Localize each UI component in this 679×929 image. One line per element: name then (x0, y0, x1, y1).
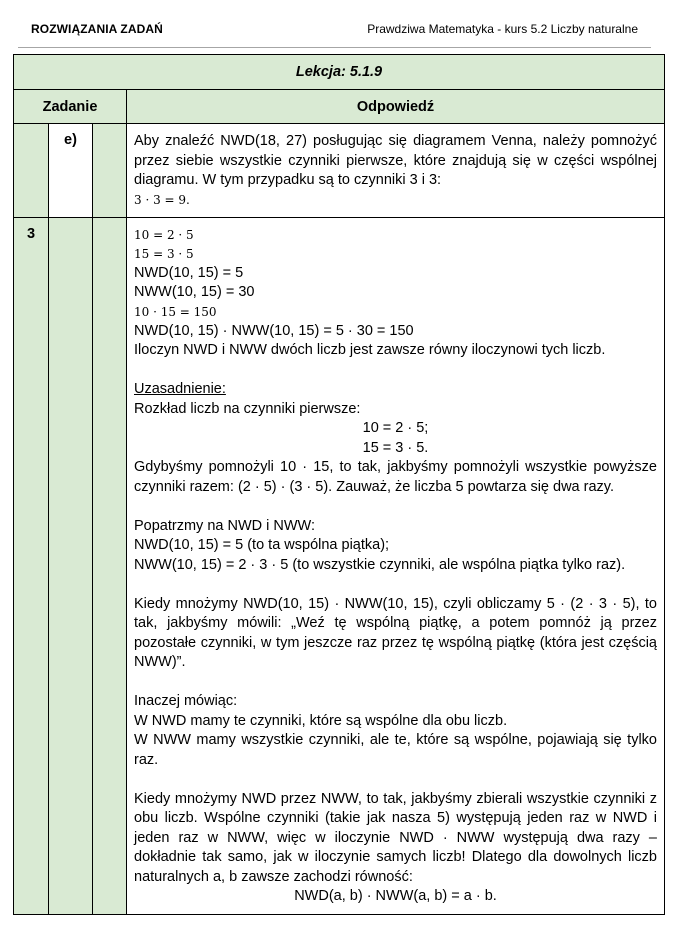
answer-line: NWD(10, 15) · NWW(10, 15) = 5 · 30 = 150 (134, 322, 414, 339)
formula: 3 · 3 = 9. (134, 192, 190, 207)
table-row (14, 124, 665, 218)
formula: 10 · 15 = 150 (134, 304, 217, 319)
answer-line: NWD(10, 15) = 5 (134, 264, 244, 281)
answer-line: NWW(10, 15) = 30 (134, 284, 255, 300)
centered-equation: NWD(a, b) · NWW(a, b) = a · b. (294, 888, 497, 904)
answer-text: Aby znaleźć NWD(18, 27) posługując się diagramem Venna, należy pomnożyć przez siebie wszystkie czynniki pierwsze, które znajdują się w części wspólnej diagramu. W tym przypadku są to czynniki 3 i 3: (134, 133, 657, 188)
answer-line: Rozkład liczb na czynniki pierwsze: (134, 400, 361, 417)
answer-paragraph: Gdybyśmy pomnożyli 10 · 15, to tak, jakbyśmy pomnożyli wszystkie powyższe czynniki razem: (2 · 5) · (3 · 5). Zauważ, że liczba 5 powtarza się dwa razy. (134, 459, 657, 495)
answer-paragraph: W NWW mamy wszystkie czynniki, ale te, które są wspólne, pojawiają się tylko raz. (134, 732, 657, 768)
column-header-answer: Odpowiedź (127, 90, 665, 124)
answer-line: Iloczyn NWD i NWW dwóch liczb jest zawsze równy iloczynowi tych liczb. (134, 342, 606, 358)
answer-paragraph: Kiedy mnożymy NWD(10, 15) · NWW(10, 15), czyli obliczamy 5 · (2 · 3 · 5), to tak, jakbyśmy mówili: „Weź tę wspólną piątkę, a potem pomnóż ją przez pozostałe czynniki, w tym jeszcze raz przez tę wspólną piątkę (która jest częścią NWW)”. (134, 595, 657, 670)
document-section-title: ROZWIĄZANIA ZADAŃ (31, 22, 163, 36)
answer-line: W NWD mamy te czynniki, które są wspólne dla obu liczb. (134, 712, 508, 729)
spacer-cell (93, 124, 127, 218)
course-title: Prawdziwa Matematyka - kurs 5.2 Liczby naturalne (367, 22, 638, 36)
header-divider (18, 47, 651, 48)
answer-paragraph: Kiedy mnożymy NWD przez NWW, to tak, jakbyśmy zbierali wszystkie czynniki z obu liczb. Wspólne czynniki (takie jak nasza 5) występują jeden raz w NWD i jeden raz w NWW, więc w iloczynie NWD · NWW występują dwa razy – dokładnie tak samo, jak w iloczynie samych liczb! Dlatego dla dowolnych liczb naturalnych a, b zawsze zachodzi równość: (134, 790, 657, 885)
lesson-title: Lekcja: 5.1.9 (14, 55, 665, 90)
lesson-row (14, 55, 665, 90)
column-header-row (14, 90, 665, 124)
justification-heading: Uzasadnienie: (134, 381, 226, 397)
centered-equation: 15 = 3 · 5. (362, 439, 429, 456)
table-row (14, 217, 665, 914)
task-number: 3 (14, 217, 49, 914)
answer-line: NWW(10, 15) = 2 · 3 · 5 (to wszystkie czynniki, ale wspólna piątka tylko raz). (134, 556, 626, 573)
task-number-cell (14, 124, 49, 218)
spacer-cell (93, 217, 127, 914)
column-header-task: Zadanie (14, 90, 127, 124)
answer-line: NWD(10, 15) = 5 (to ta wspólna piątka); (134, 537, 390, 553)
answer-line: Popatrzmy na NWD i NWW: (134, 517, 316, 534)
answer-line: Inaczej mówiąc: (134, 693, 238, 709)
solutions-table (13, 54, 665, 915)
formula: 15 = 3 · 5 (134, 246, 194, 261)
answer-cell (127, 217, 665, 914)
centered-equation: 10 = 2 · 5; (362, 420, 429, 436)
subtask-cell (49, 217, 93, 914)
subtask-label: e) (49, 124, 93, 218)
formula: 10 = 2 · 5 (134, 227, 194, 242)
answer-cell (127, 124, 665, 218)
